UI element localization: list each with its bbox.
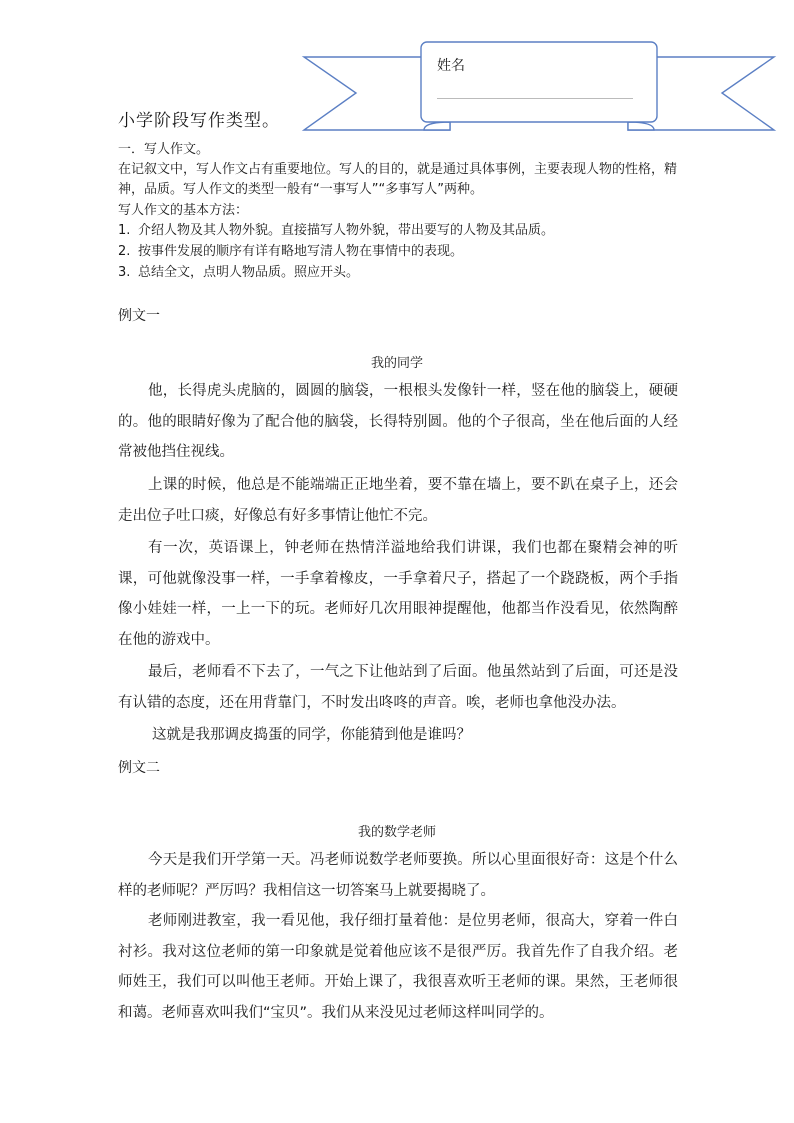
name-label: 姓名 (437, 58, 465, 74)
method-text: 介绍人物及其人物外貌。直接描写人物外貌，带出要写的人物及其品质。 (138, 223, 555, 238)
method-text: 总结全文，点明人物品质。照应开头。 (138, 265, 360, 280)
method-item (118, 242, 678, 262)
essay-paragraph: 老师刚进教室，我一看见他，我仔细打量着他：是位男老师，很高大，穿着一件白衬衫。我对这位老师的第一印象就是觉着他应该不是很严厉。我首先作了自我介绍。老师姓王，我们可以叫他王老师。开始上课了，我很喜欢听王老师的课。果然，王老师很和蔼。老师喜欢叫我们“宝贝”。我们从来没见过老师这样叫同学的。 (118, 913, 678, 1021)
essay-paragraph: 有一次，英语课上，钟老师在热情洋溢地给我们讲课，我们也都在聚精会神的听课，可他就像没事一样，一手拿着橡皮，一手拿着尺子，搭起了一个跷跷板，两个手指像小娃娃一样，一上一下的玩。老师好几次用眼神提醒他，他都当作没看见，依然陶醉在他的游戏中。 (118, 540, 678, 648)
essay-title: 我的同学 (370, 356, 423, 371)
method-number: 3. (118, 265, 131, 280)
example-label: 例文一 (118, 308, 160, 324)
section-heading: 一．写人作文。 (118, 142, 210, 157)
essay-paragraph: 上课的时候，他总是不能端端正正地坐着，要不靠在墙上，要不趴在桌子上，还会走出位子吐口痰，好像总有好多事情让他忙不完。 (118, 477, 678, 524)
method-number: 1. (118, 223, 131, 238)
method-item (118, 221, 678, 241)
essay-paragraph: 最后，老师看不下去了，一气之下让他站到了后面。他虽然站到了后面，可还是没有认错的态度，还在用背靠门，不时发出咚咚的声音。唉，老师也拿他没办法。 (118, 664, 678, 711)
page-title: 小学阶段写作类型。 (118, 111, 280, 131)
example-label: 例文二 (118, 760, 160, 776)
method-text: 按事件发展的顺序有详有略地写清人物在事情中的表现。 (138, 244, 464, 259)
essay-paragraph: 他，长得虎头虎脑的，圆圆的脑袋，一根根头发像针一样，竖在他的脑袋上，硬硬的。他的眼睛好像为了配合他的脑袋，长得特别圆。他的个子很高，坐在他后面的人经常被他挡住视线。 (118, 383, 678, 460)
essay-paragraph: 这就是我那调皮捣蛋的同学，你能猜到他是谁吗？ (152, 727, 471, 743)
method-item (118, 263, 678, 283)
section-description: 在记叙文中，写人作文占有重要地位。写人的目的，就是通过具体事例，主要表现人物的性格，精神，品质。写人作文的类型一般有“一事写人”“多事写人”两种。 (118, 162, 678, 197)
name-fill-line[interactable] (437, 98, 633, 99)
essay-title: 我的数学老师 (357, 825, 436, 840)
name-banner (300, 38, 778, 134)
method-number: 2. (118, 244, 131, 259)
essay-paragraph: 今天是我们开学第一天。冯老师说数学老师要换。所以心里面很好奇：这是个什么样的老师呢？严厉吗？我相信这一切答案马上就要揭晓了。 (118, 852, 678, 899)
methods-heading: 写人作文的基本方法： (118, 203, 249, 218)
